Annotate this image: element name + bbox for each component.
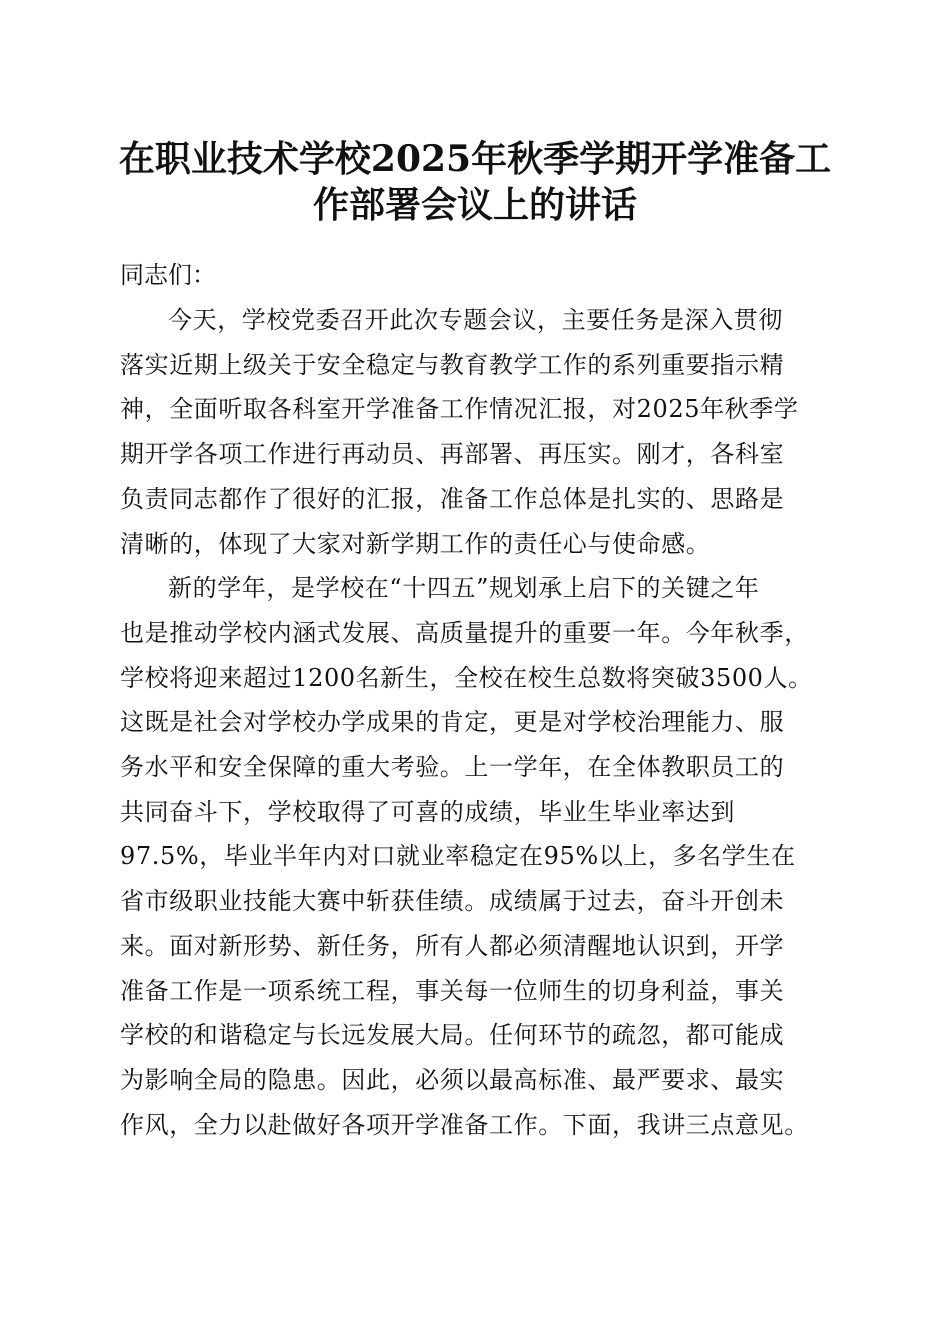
paragraph-line: 新的学年，是学校在“十四五”规划承上启下的关键之年 bbox=[168, 574, 760, 603]
paragraph-line: 为影响全局的隐患。因此，必须以最高标准、最严要求、最实 bbox=[120, 1065, 785, 1094]
paragraph-line: 学校的和谐稳定与长远发展大局。任何环节的疏忽，都可能成 bbox=[120, 1021, 785, 1050]
paragraph-line: 作风，全力以赴做好各项开学准备工作。下面，我讲三点意见。 bbox=[120, 1110, 809, 1139]
paragraph-line: 省市级职业技能大赛中斩获佳绩。成绩属于过去，奋斗开创未 bbox=[120, 887, 785, 916]
salutation: 同志们： bbox=[120, 261, 216, 289]
paragraph-1 bbox=[120, 298, 840, 566]
paragraph-line: 97.5%，毕业半年内对口就业率稳定在95%以上，多名学生在 bbox=[120, 842, 796, 871]
paragraph-line: 落实近期上级关于安全稳定与教育教学工作的系列重要指示精 bbox=[120, 350, 785, 379]
paragraph-line: 负责同志都作了很好的汇报，准备工作总体是扎实的、思路是 bbox=[120, 484, 785, 513]
paragraph-line: 清晰的，体现了大家对新学期工作的责任心与使命感。 bbox=[120, 529, 711, 558]
paragraph-line: 这既是社会对学校办学成果的肯定，更是对学校治理能力、服 bbox=[120, 708, 785, 737]
paragraph-line: 期开学各项工作进行再动员、再部署、再压实。刚才，各科室 bbox=[120, 440, 785, 469]
paragraph-line: 也是推动学校内涵式发展、高质量提升的重要一年。今年秋季， bbox=[120, 618, 809, 647]
document-body bbox=[120, 254, 840, 1147]
title-line-1: 在职业技术学校2025年秋季学期开学准备工 bbox=[118, 138, 832, 180]
paragraph-line: 务水平和安全保障的重大考验。上一学年，在全体教职员工的 bbox=[120, 753, 785, 782]
paragraph-line: 神，全面听取各科室开学准备工作情况汇报，对2025年秋季学 bbox=[120, 395, 799, 424]
paragraph-2 bbox=[120, 566, 840, 1147]
document-title bbox=[0, 136, 950, 228]
paragraph-line: 来。面对新形势、新任务，所有人都必须清醒地认识到，开学 bbox=[120, 931, 785, 960]
paragraph-line: 学校将迎来超过1200名新生，全校在校生总数将突破3500人。 bbox=[120, 663, 813, 692]
title-line-2: 作部署会议上的讲话 bbox=[312, 184, 637, 226]
paragraph-line: 共同奋斗下，学校取得了可喜的成绩，毕业生毕业率达到 bbox=[120, 797, 735, 826]
paragraph-line: 准备工作是一项系统工程，事关每一位师生的切身利益，事关 bbox=[120, 976, 785, 1005]
paragraph-line: 今天，学校党委召开此次专题会议，主要任务是深入贯彻 bbox=[168, 306, 783, 334]
